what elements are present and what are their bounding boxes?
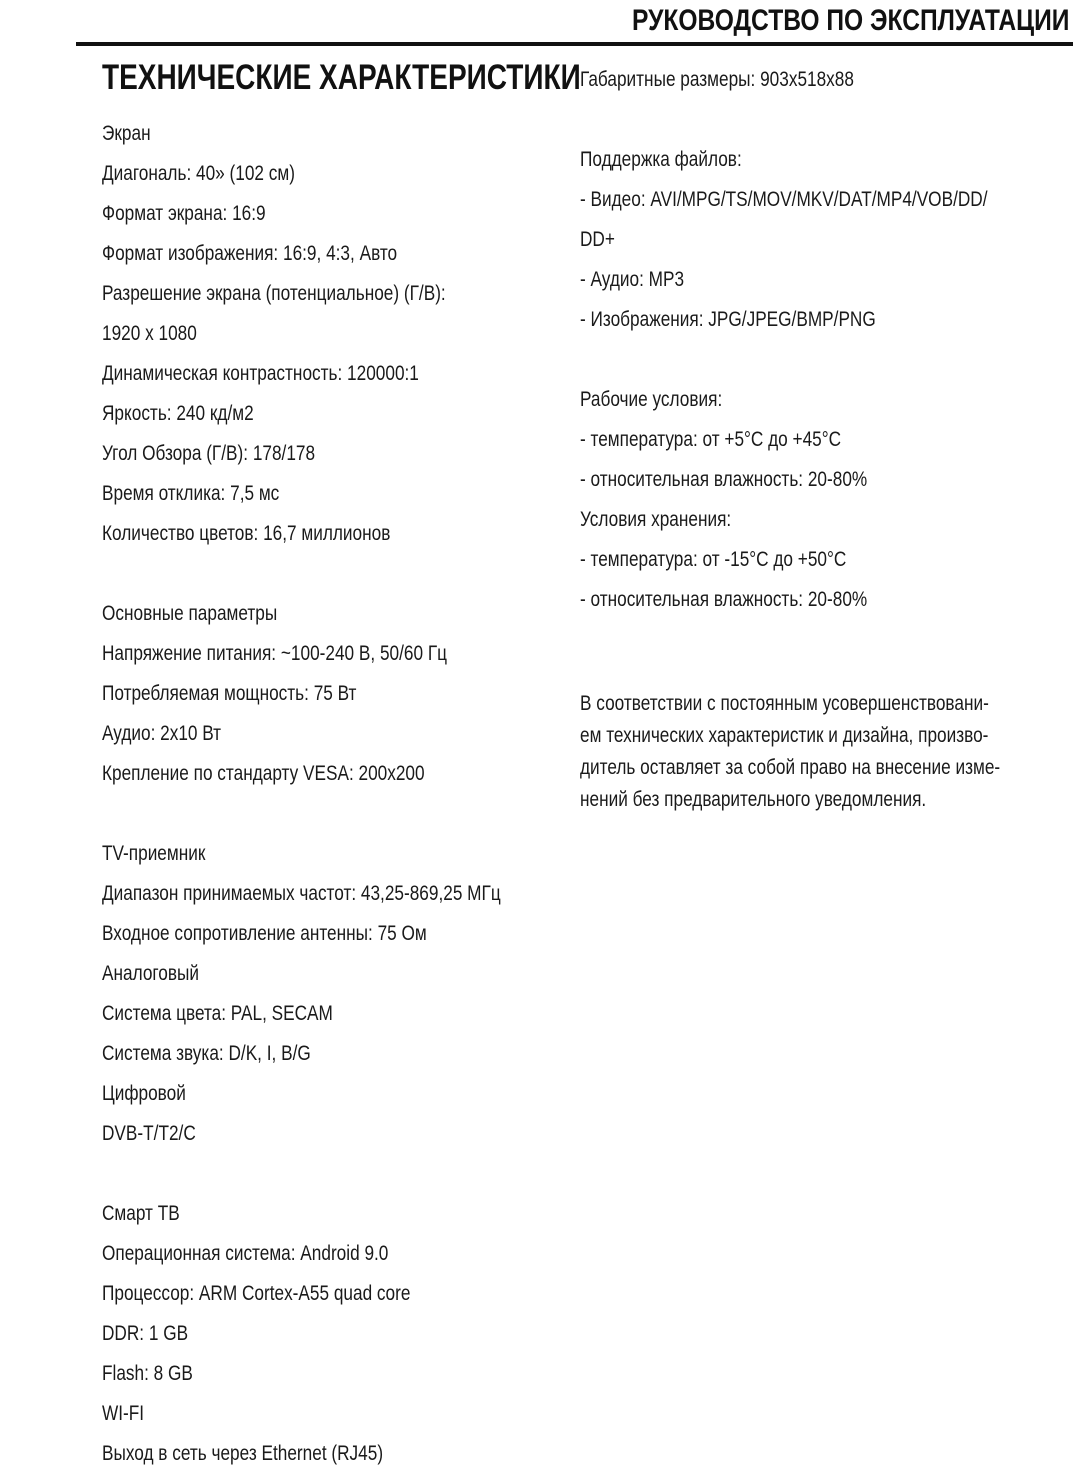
dynamic-contrast: Динамическая контрастность: 120000:1 (102, 362, 419, 385)
notice-line: В соответствии с постоянным усовершенствовани- (580, 692, 989, 715)
color-system: Система цвета: PAL, SECAM (102, 1002, 333, 1025)
tv-receiver-heading: TV-приемник (102, 842, 206, 865)
storage-humidity: - относительная влажность: 20-80% (580, 588, 868, 611)
notice-line: дитель оставляет за собой право на внесение изме- (580, 756, 1001, 779)
file-support-heading: Поддержка файлов: (580, 148, 742, 171)
audio-output: Аудио: 2х10 Вт (102, 722, 222, 745)
frequency-range: Диапазон принимаемых частот: 43,25-869,25 МГц (102, 882, 501, 905)
page-header-title: РУКОВОДСТВО ПО ЭКСПЛУАТАЦИИ (631, 4, 1069, 37)
right-column (580, 60, 1073, 620)
video-formats-cont: DD+ (580, 228, 615, 251)
screen-aspect: Формат экрана: 16:9 (102, 202, 266, 225)
power-voltage: Напряжение питания: ~100-240 В, 50/60 Гц (102, 642, 448, 665)
screen-diagonal: Диагональ: 40» (102 см) (102, 162, 295, 185)
storage-conditions-heading: Условия хранения: (580, 508, 732, 531)
main-params-heading: Основные параметры (102, 602, 278, 625)
operating-system: Операционная система: Android 9.0 (102, 1242, 389, 1265)
video-formats: - Видео: AVI/MPG/TS/MOV/MKV/DAT/MP4/VOB/DD/ (580, 188, 988, 211)
manufacturer-notice (580, 688, 1073, 816)
operating-conditions-heading: Рабочие условия: (580, 388, 723, 411)
notice-line: ем технических характеристик и дизайна, произво- (580, 724, 989, 747)
resolution-value: 1920 х 1080 (102, 322, 197, 345)
flash-memory: Flash: 8 GB (102, 1362, 193, 1385)
resolution-label: Разрешение экрана (потенциальное) (Г/В): (102, 282, 446, 305)
image-format: Формат изображения: 16:9, 4:3, Авто (102, 242, 398, 265)
operating-temperature: - температура: от +5°С до +45°С (580, 428, 842, 451)
header-rule (76, 42, 1073, 46)
screen-heading: Экран (102, 122, 151, 145)
smart-tv-heading: Смарт ТВ (102, 1202, 180, 1225)
color-count: Количество цветов: 16,7 миллионов (102, 522, 391, 545)
brightness: Яркость: 240 кд/м2 (102, 402, 254, 425)
ethernet: Выход в сеть через Ethernet (RJ45) (102, 1442, 384, 1465)
dvb-standard: DVB-T/T2/C (102, 1122, 196, 1145)
ddr-memory: DDR: 1 GB (102, 1322, 189, 1345)
vesa-mount: Крепление по стандарту VESA: 200х200 (102, 762, 425, 785)
dimensions: Габаритные размеры: 903х518х88 (580, 68, 854, 91)
antenna-impedance: Входное сопротивление антенны: 75 Ом (102, 922, 427, 945)
sound-system: Система звука: D/K, I, B/G (102, 1042, 311, 1065)
viewing-angle: Угол Обзора (Г/В): 178/178 (102, 442, 316, 465)
section-title: ТЕХНИЧЕСКИЕ ХАРАКТЕРИСТИКИ (102, 58, 581, 97)
left-column (102, 114, 662, 1474)
analog-label: Аналоговый (102, 962, 200, 985)
processor: Процессор: ARM Cortex-A55 quad core (102, 1282, 411, 1305)
wifi: WI-FI (102, 1402, 145, 1425)
image-formats: - Изображения: JPG/JPEG/BMP/PNG (580, 308, 876, 331)
digital-label: Цифровой (102, 1082, 186, 1105)
storage-temperature: - температура: от -15°С до +50°С (580, 548, 847, 571)
notice-line: нений без предварительного уведомления. (580, 788, 927, 811)
audio-formats: - Аудио: MP3 (580, 268, 685, 291)
power-consumption: Потребляемая мощность: 75 Вт (102, 682, 357, 705)
operating-humidity: - относительная влажность: 20-80% (580, 468, 868, 491)
response-time: Время отклика: 7,5 мс (102, 482, 280, 505)
